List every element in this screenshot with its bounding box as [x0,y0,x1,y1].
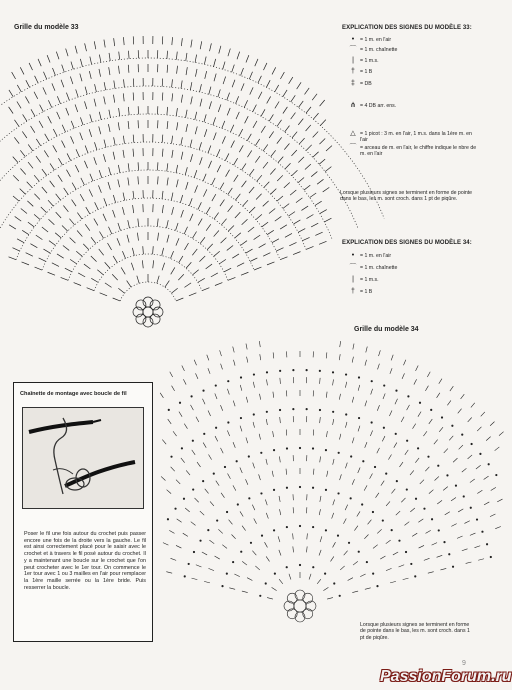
legend-row [346,131,480,143]
legend-text: = 1 m. en l'air [360,253,392,259]
legend-text: = 1 m.s. [360,277,379,283]
diagram-model-34 [160,341,503,622]
legend-row [346,253,480,259]
legend-row [346,145,480,157]
arch-icon: ⌒ [349,144,357,151]
legend-row [346,265,480,271]
legend-text: = 4 DB arr. ens. [360,103,397,109]
legend-text: = 1 m. chaînette [360,265,398,271]
legend-33-note: Lorsque plusieurs signes se terminent en forme de pointe dans le bas, les m. sont croch. dans 1 pt de piqûre. [340,190,473,203]
legend-text: = 1 m. en l'air [360,37,392,43]
legend-text: = 1 m.s. [360,58,379,64]
diagram-model-33 [0,36,384,327]
chain-dot-icon: • [351,252,355,259]
legend-text: = 1 B [360,289,373,295]
legend-row [346,47,480,53]
chain-arc-icon: ⌒ [349,46,357,53]
note-34: Lorsque plusieurs signes se terminent en forme de pointe dans le bas, les m. sont croch. dans 1 pt de piqûre. [360,622,470,641]
hook-loop-illustration [22,407,144,509]
double-treble-icon: ‡ [351,80,355,87]
single-crochet-icon: | [352,276,354,283]
chain-arc-icon: ⌒ [349,264,357,271]
legend-text: = DB [360,81,372,87]
legend-text: = arceau de m. en l'air, le chiffre indique le nbre de m. en l'air [360,145,477,157]
watermark-logo: PassionForum.ru [380,668,512,685]
legend-text: = 1 B [360,69,373,75]
legend-row [346,289,480,295]
legend-text: = 1 picot : 3 m. en l'air, 1 m.s. dans la 1ère m. en l'air [360,131,472,143]
page-number: 9 [462,660,466,667]
grid-33-title: Grille du modèle 33 [14,24,79,31]
treble-icon: † [351,68,355,75]
legend-row [346,37,480,43]
box-title: Chaînette de montage avec boucle de fil [20,391,127,397]
legend-row [346,277,480,283]
box-instructions: Poser le fil une fois autour du crochet puis passer encore une fois de la droite vers la gauche. Le fil est ainsi correctement placé pour le saisir avec le crochet et à travers le fil posé autour du crochet. Il y a maintenant une boucle sur le crochet que l'on peut crocheter avec le 1er tour. On commence le 1er tour avec 1 ou 3 mailles en l'air pour remplacer la 1ère maille serrée ou la 1ère bride. Puis resserrer la boucle. [24,531,146,591]
legend-row [346,81,480,87]
hook-icon [23,408,143,508]
chain-loop-instruction-box [13,382,153,642]
chain-dot-icon: • [351,36,355,43]
legend-33-heading: EXPLICATION DES SIGNES DU MODÈLE 33: [342,25,472,31]
single-crochet-icon: | [352,57,354,64]
four-db-icon: ⋔ [350,102,356,109]
treble-icon: † [351,288,355,295]
legend-row [346,69,480,75]
picot-icon: △ [350,130,356,137]
legend-text: = 1 m. chaînette [360,47,398,53]
legend-row [346,58,480,64]
grid-34-title: Grille du modèle 34 [354,326,419,333]
legend-row [346,103,480,109]
legend-34-heading: EXPLICATION DES SIGNES DU MODÈLE 34: [342,240,472,246]
